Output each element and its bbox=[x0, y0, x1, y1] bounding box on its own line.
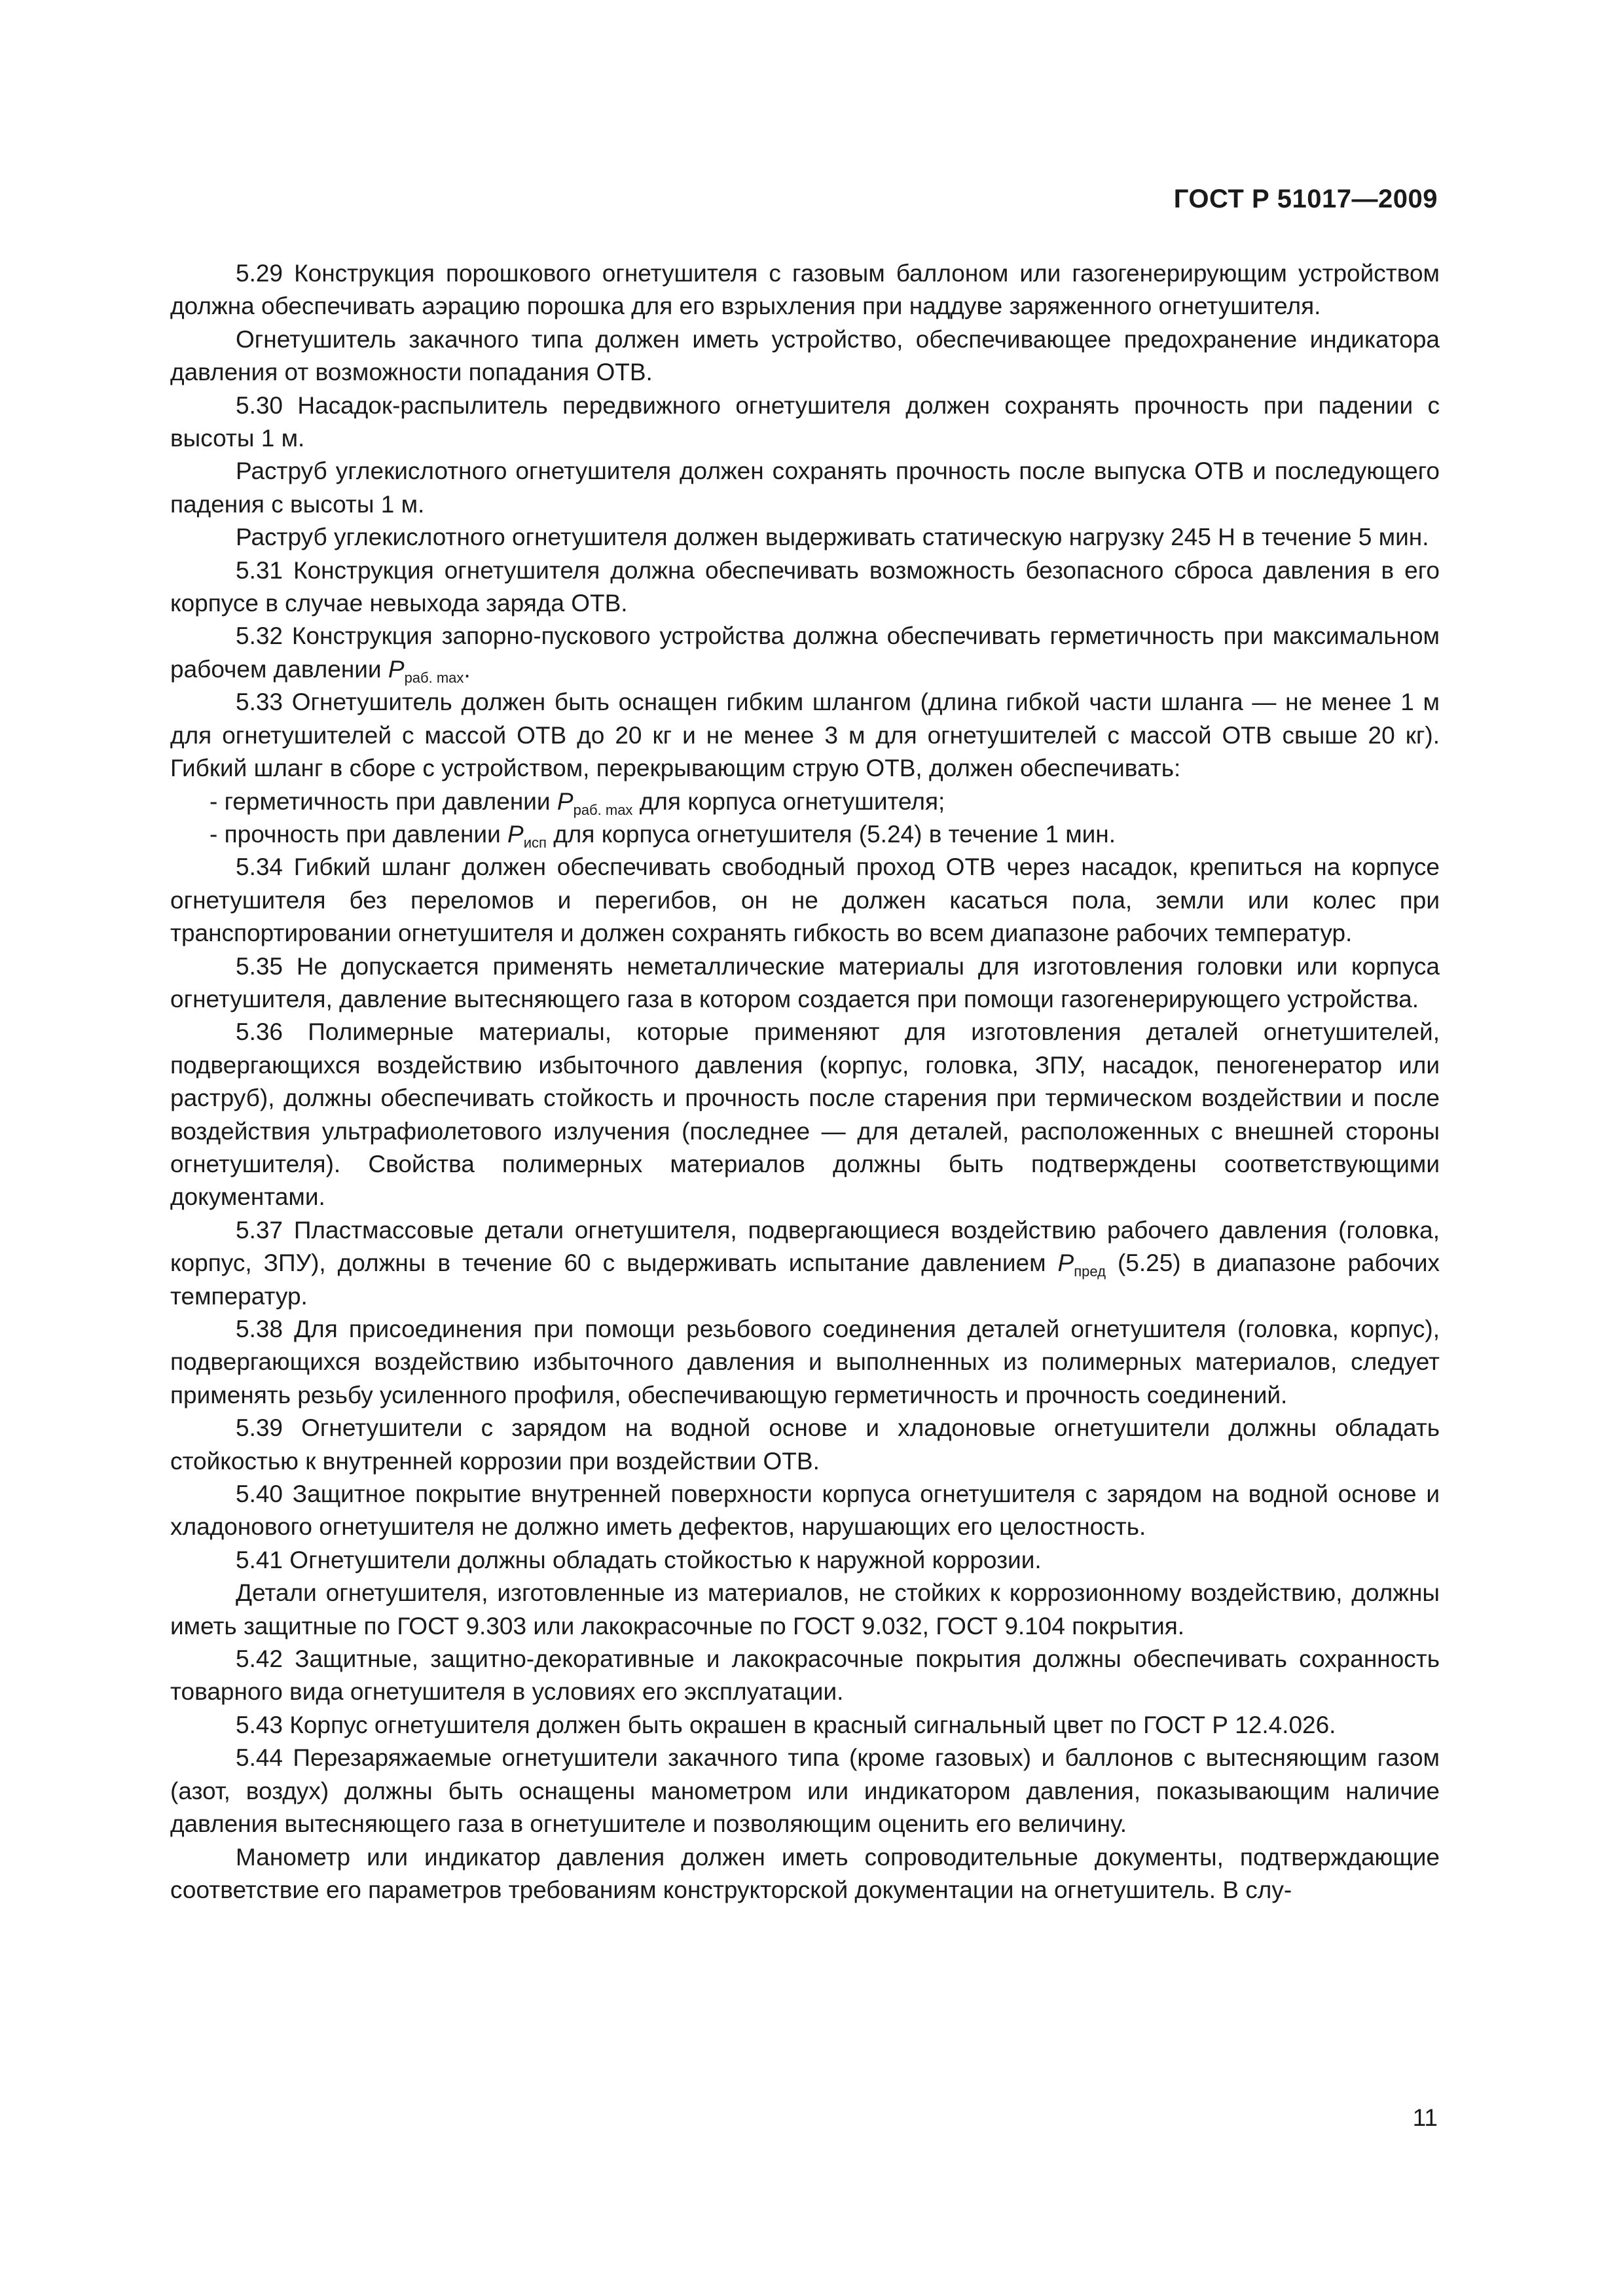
body-text bbox=[170, 257, 1440, 1907]
page-number: 11 bbox=[1412, 2104, 1438, 2131]
paragraph: 5.44 Перезаряжаемые огнетушители закачного типа (кроме газовых) и баллонов с вытесняющим газом (азот, воздух) должны быть оснащены манометром или индикатором давления, показывающим наличие давления вытесняющего газа в огнетушителе и позволяющим оценить его величину. bbox=[170, 1744, 1440, 1838]
paragraph: Раструб углекислотного огнетушителя должен сохранять прочность после выпуска ОТВ и последующего падения с высоты 1 м. bbox=[170, 457, 1440, 518]
paragraph: 5.40 Защитное покрытие внутренней поверхности корпуса огнетушителя с зарядом на водной основе и хладонового огнетушителя не должно иметь дефектов, нарушающих его целостность. bbox=[170, 1480, 1440, 1541]
paragraph: 5.34 Гибкий шланг должен обеспечивать свободный проход ОТВ через насадок, крепиться на корпусе огнетушителя без переломов и перегибов, он не должен касаться пола, земли или колес при транспортировании огнетушителя и должен сохранять гибкость во всем диапазоне рабочих температур. bbox=[170, 853, 1440, 947]
paragraph-5-32: 5.32 Конструкция запорно-пускового устройства должна обеспечивать герметичность при максимальном рабочем давлении $P_{раб. max}$. bbox=[170, 622, 1440, 686]
paragraph: 5.39 Огнетушители с зарядом на водной основе и хладоновые огнетушители должны обладать стойкостью к внутренней коррозии при воздействии ОТВ. bbox=[170, 1414, 1440, 1475]
paragraph: 5.31 Конструкция огнетушителя должна обеспечивать возможность безопасного сброса давления в его корпусе в случае невыхода заряда ОТВ. bbox=[170, 556, 1440, 617]
list-item: - прочность при давлении $P_{исп}$ для корпуса огнетушителя (5.24) в течение 1 мин. bbox=[210, 820, 1116, 851]
paragraph: 5.41 Огнетушители должны обладать стойкостью к наружной коррозии. bbox=[236, 1546, 1042, 1573]
paragraph: 5.30 Насадок-распылитель передвижного огнетушителя должен сохранять прочность при падении с высоты 1 м. bbox=[170, 391, 1440, 452]
paragraph: Раструб углекислотного огнетушителя должен выдерживать статическую нагрузку 245 Н в течение 5 мин. bbox=[236, 524, 1429, 551]
paragraph: 5.42 Защитные, защитно-декоративные и лакокрасочные покрытия должны обеспечивать сохранность товарного вида огнетушителя в условиях его эксплуатации. bbox=[170, 1645, 1440, 1706]
document-header: ГОСТ Р 51017—2009 bbox=[1173, 185, 1438, 213]
paragraph-5-33: 5.33 Огнетушитель должен быть оснащен гибким шлангом (длина гибкой части шланга — не менее 1 м для огнетушителей с массой ОТВ до 20 кг и не менее 3 м для огнетушителей с массой ОТВ свыше 20 кг). Гибкий шланг в сборе с устройством, перекрывающим струю ОТВ, должен обеспечивать: bbox=[170, 689, 1440, 782]
paragraph: 5.29 Конструкция порошкового огнетушителя с газовым баллоном или газогенерирующим устройством должна обеспечивать аэрацию порошка для его взрыхления при наддуве заряженного огнетушителя. bbox=[170, 260, 1440, 320]
paragraph: Детали огнетушителя, изготовленные из материалов, не стойких к коррозионному воздействию, должны иметь защитные по ГОСТ 9.303 или лакокрасочные по ГОСТ 9.032, ГОСТ 9.104 покрытия. bbox=[170, 1579, 1440, 1640]
paragraph: Огнетушитель закачного типа должен иметь устройство, обеспечивающее предохранение индикатора давления от возможности попадания ОТВ. bbox=[170, 325, 1440, 386]
paragraph-5-37: 5.37 Пластмассовые детали огнетушителя, подвергающиеся воздействию рабочего давления (головка, корпус, ЗПУ), должны в течение 60 с выдерживать испытание давлением $P_{пред}$ (5.25) в диапазоне рабочих температур. bbox=[170, 1216, 1440, 1310]
list-item: - герметичность при давлении $P_{раб. max}$ для корпуса огнетушителя; bbox=[210, 787, 945, 818]
paragraph: 5.35 Не допускается применять неметаллические материалы для изготовления головки или корпуса огнетушителя, давление вытесняющего газа в котором создается при помощи газогенерирующего устройства. bbox=[170, 952, 1440, 1013]
paragraph: 5.43 Корпус огнетушителя должен быть окрашен в красный сигнальный цвет по ГОСТ Р 12.4.026. bbox=[236, 1711, 1336, 1738]
paragraph: 5.38 Для присоединения при помощи резьбового соединения деталей огнетушителя (головка, корпус), подвергающихся воздействию избыточного давления и выполненных из полимерных материалов, следует применять резьбу усиленного профиля, обеспечивающую герметичность и прочность соединений. bbox=[170, 1316, 1440, 1408]
paragraph: Манометр или индикатор давления должен иметь сопроводительные документы, подтверждающие соответствие его параметров требованиям конструкторской документации на огнетушитель. В слу- bbox=[170, 1843, 1440, 1903]
paragraph: 5.36 Полимерные материалы, которые применяют для изготовления деталей огнетушителей, подвергающихся воздействию избыточного давления (корпус, головка, ЗПУ, насадок, пеногенератор или раструб), должны обеспечивать стойкость и прочность после старения при термическом воздействии и после воздействия ультрафиолетового излучения (последнее — для деталей, расположенных с внешней стороны огнетушителя). Свойства полимерных материалов должны быть подтверждены соответствующими документами. bbox=[170, 1018, 1440, 1211]
